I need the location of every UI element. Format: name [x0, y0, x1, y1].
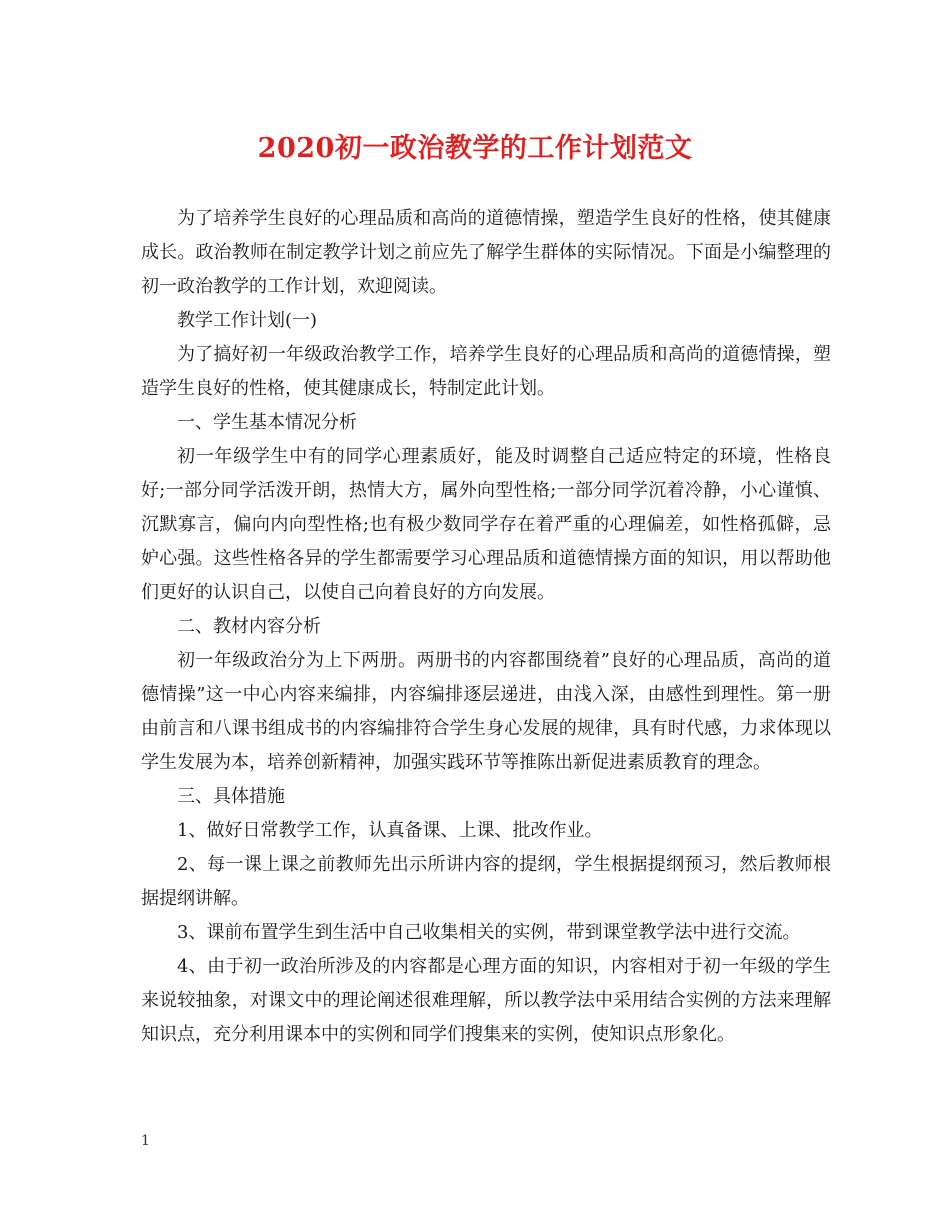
intro-paragraph: 为了培养学生良好的心理品质和高尚的道德情操，塑造学生良好的性格，使其健康成长。政治教师在制定教学计划之前应先了解学生群体的实际情况。下面是小编整理的初一政治教学的工作计划，欢迎阅读。: [141, 208, 831, 297]
page-number: 1: [141, 1133, 150, 1149]
document-title: 2020初一政治教学的工作计划范文: [257, 133, 693, 164]
section-heading-plan-one: 教学工作计划(一): [177, 310, 318, 331]
plan-purpose-paragraph: 为了搞好初一年级政治教学工作，培养学生良好的心理品质和高尚的道德情操，塑造学生良好的性格，使其健康成长，特制定此计划。: [141, 344, 831, 399]
measure-item-3: 3、课前布置学生到生活中自己收集相关的实例，带到课堂教学法中进行交流。: [177, 922, 801, 943]
measure-item-1: 1、做好日常教学工作，认真备课、上课、批改作业。: [177, 820, 603, 841]
section-heading-measures: 三、具体措施: [177, 786, 285, 807]
measure-item-4: 4、由于初一政治所涉及的内容都是心理方面的知识，内容相对于初一年级的学生来说较抽象，对课文中的理论阐述很难理解，所以教学法中采用结合实例的方法来理解知识点，充分利用课本中的实例和同学们搜集来的实例，使知识点形象化。: [141, 956, 831, 1045]
section-heading-textbook-analysis: 二、教材内容分析: [177, 616, 321, 637]
document-body: [141, 202, 831, 1052]
measure-item-2: 2、每一课上课之前教师先出示所讲内容的提纲，学生根据提纲预习，然后教师根据提纲讲解。: [141, 854, 831, 909]
student-analysis-paragraph: 初一年级学生中有的同学心理素质好，能及时调整自己适应特定的环境，性格良好;一部分同学活泼开朗，热情大方，属外向型性格;一部分同学沉着冷静，小心谨慎、沉默寡言，偏向内向型性格;也有极少数同学存在着严重的心理偏差，如性格孤僻，忌妒心强。这些性格各异的学生都需要学习心理品质和道德情操方面的知识，用以帮助他们更好的认识自己，以使自己向着良好的方向发展。: [141, 446, 831, 603]
section-heading-student-analysis: 一、学生基本情况分析: [177, 412, 357, 433]
textbook-analysis-paragraph: 初一年级政治分为上下两册。两册书的内容都围绕着”良好的心理品质，高尚的道德情操”这一中心内容来编排，内容编排逐层递进，由浅入深，由感性到理性。第一册由前言和八课书组成书的内容编排符合学生身心发展的规律，具有时代感，力求体现以学生发展为本，培养创新精神，加强实践环节等推陈出新促进素质教育的理念。: [141, 650, 831, 773]
